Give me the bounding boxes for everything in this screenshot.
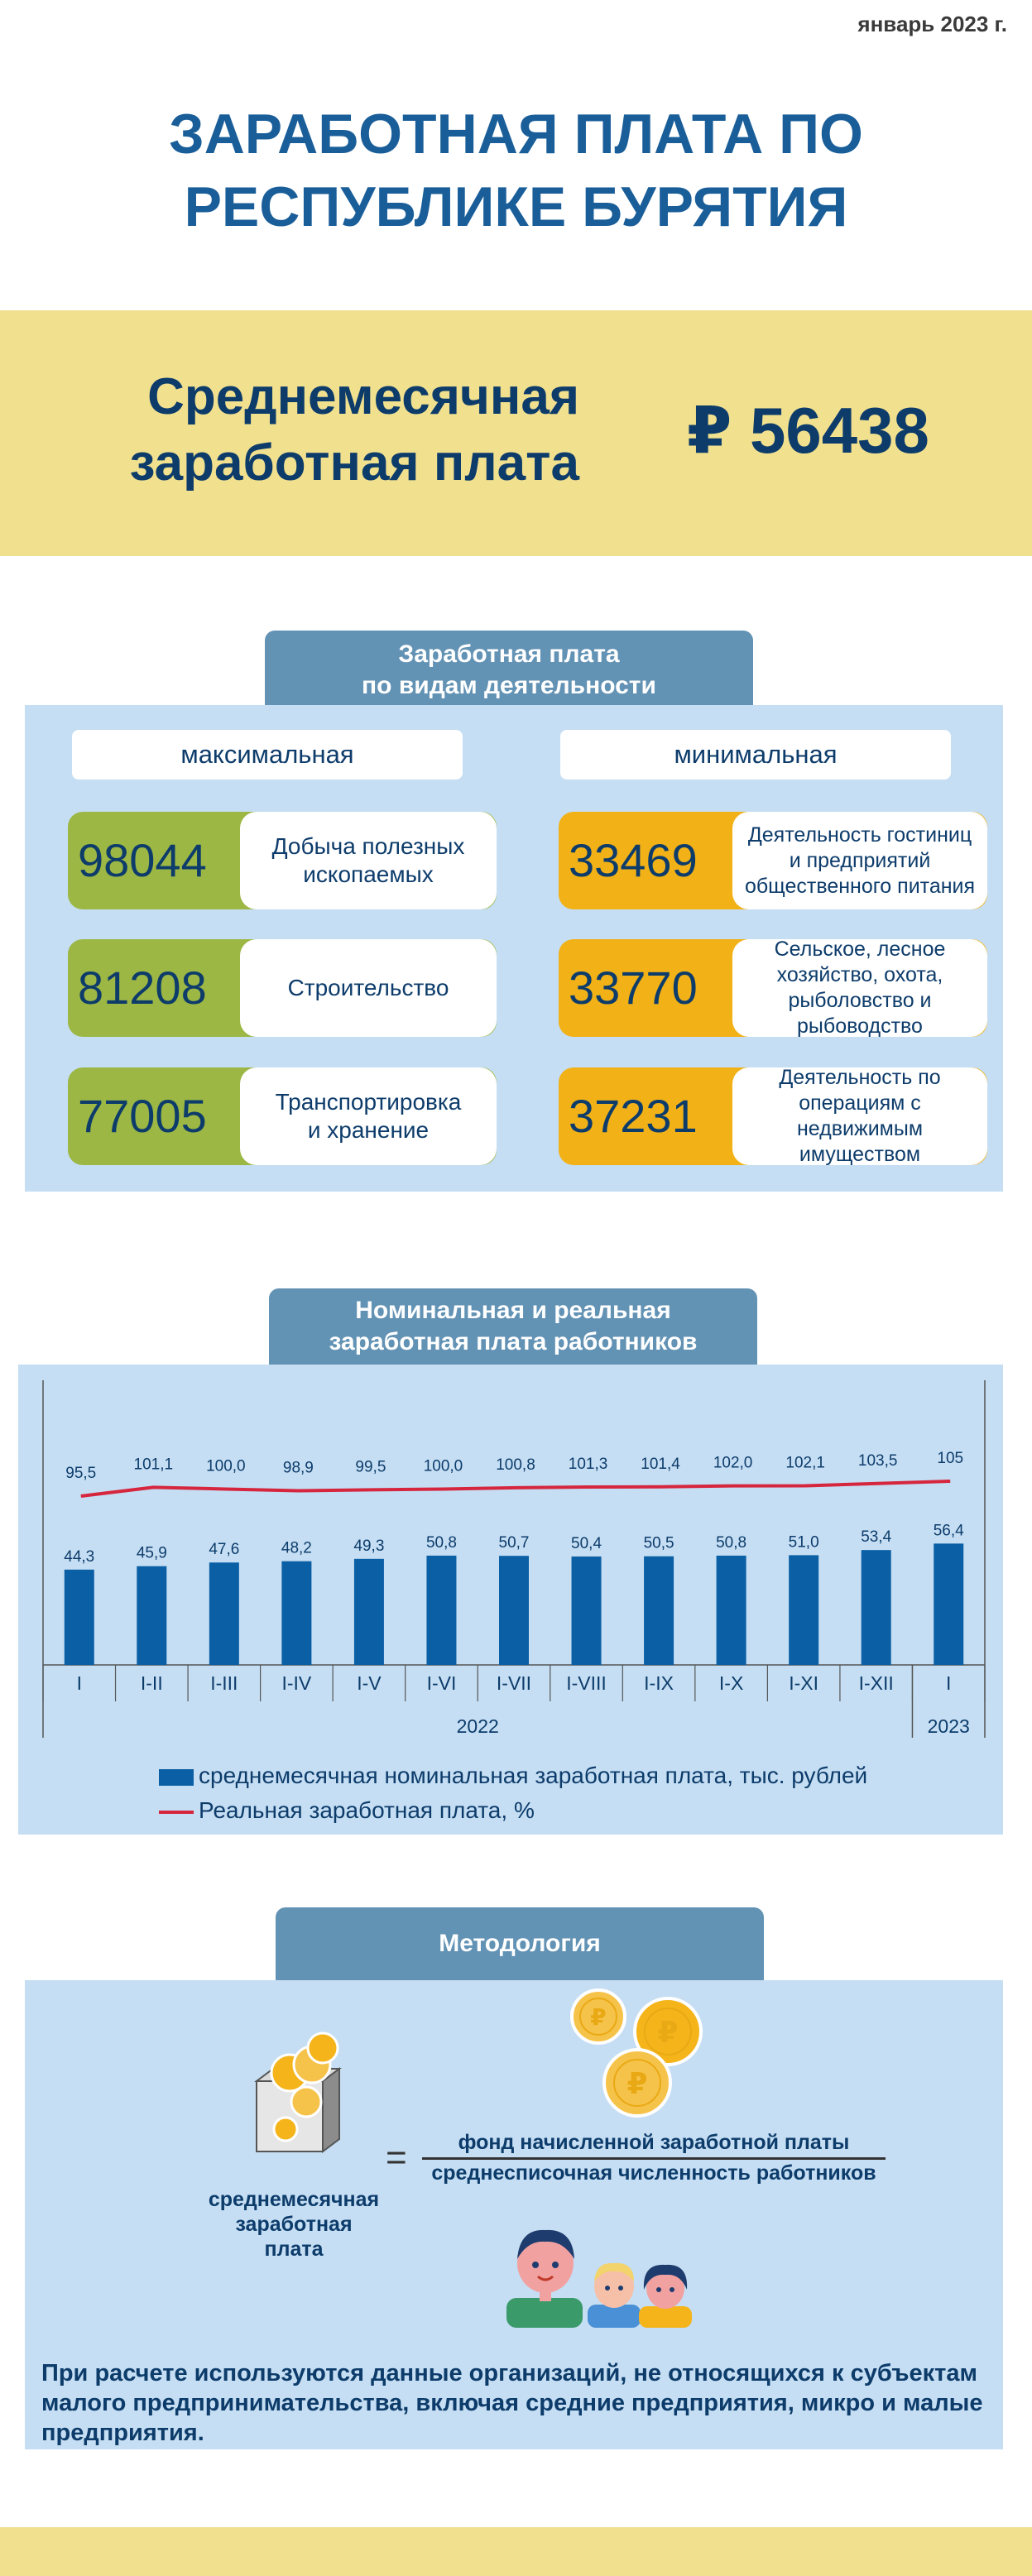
bar-nominal <box>572 1557 602 1665</box>
activities-tab: Заработная плата по видам деятельности <box>265 631 753 705</box>
min-activity-label: Деятельность гостиниц и предприятий общественного питания <box>732 812 987 909</box>
year-label: 2022 <box>456 1715 499 1737</box>
line-label: 95,5 <box>65 1465 97 1482</box>
x-tick-label: I-III <box>210 1672 238 1694</box>
line-label: 101,4 <box>641 1455 680 1473</box>
min-salary-heading: минимальная <box>560 730 951 780</box>
max-activity-value: 81208 <box>78 962 207 1014</box>
line-label: 101,3 <box>568 1455 608 1473</box>
line-label: 105 <box>937 1449 964 1467</box>
formula-denominator: среднесписочная численность работников <box>431 2161 876 2185</box>
min-activity-label: Сельское, лесное хозяйство, охота, рыболовство и рыбоводство <box>732 939 987 1037</box>
average-salary-label: Среднемесячная заработная плата <box>129 368 579 492</box>
line-label: 98,9 <box>282 1459 314 1477</box>
max-salary-heading: максимальная <box>72 730 463 780</box>
svg-text:₽: ₽ <box>626 2067 648 2101</box>
max-activity-label: Добыча полезных ископаемых <box>240 812 497 909</box>
bar-label: 48,2 <box>281 1539 312 1557</box>
bar-nominal <box>354 1559 384 1665</box>
x-tick-label: I <box>76 1672 82 1694</box>
x-tick-label: I-VI <box>426 1672 457 1694</box>
formula-numerator: фонд начисленной заработной платы <box>458 2131 850 2154</box>
bar-nominal <box>789 1555 818 1665</box>
line-label: 102,0 <box>713 1454 753 1472</box>
max-activity-value: 77005 <box>78 1090 207 1142</box>
methodology-note: При расчете используются данные организаций, не относящихся к субъектам малого предпринимательства, включая средние предприятия, микро и малые предприятия. <box>41 2360 983 2446</box>
x-tick-label: I-II <box>140 1672 163 1694</box>
x-tick-label: I <box>946 1672 952 1694</box>
bar-label: 44,3 <box>64 1547 95 1566</box>
bar-nominal <box>65 1570 94 1665</box>
real-wage-line <box>81 1481 950 1496</box>
line-label: 102,1 <box>785 1454 825 1472</box>
min-activity-value: 33469 <box>569 834 698 886</box>
bar-nominal <box>426 1556 456 1665</box>
line-label: 100,0 <box>423 1457 463 1475</box>
bar-label: 47,6 <box>209 1541 240 1559</box>
line-label: 100,8 <box>496 1456 535 1474</box>
legend-nominal-label: среднемесячная номинальная заработная плата, тыс. рублей <box>199 1763 868 1788</box>
formula-left-label: среднемесячная заработная плата <box>208 2188 380 2261</box>
svg-text:₽: ₽ <box>590 2003 607 2031</box>
bar-nominal <box>499 1556 529 1665</box>
legend-real <box>159 1797 535 1824</box>
bar-label: 50,8 <box>425 1533 457 1552</box>
x-tick-label: I-IX <box>644 1672 674 1694</box>
report-date: январь 2023 г. <box>857 12 1007 36</box>
max-activity-label: Строительство <box>240 939 497 1037</box>
line-label: 99,5 <box>355 1458 386 1476</box>
min-activity-value: 33770 <box>569 962 698 1014</box>
bar-label: 50,8 <box>716 1533 747 1552</box>
x-tick-label: I-VIII <box>566 1672 607 1694</box>
legend-nominal <box>159 1763 867 1789</box>
line-label: 103,5 <box>857 1451 898 1470</box>
money-box-icon <box>244 2032 360 2164</box>
formula-equals: = <box>386 2137 407 2178</box>
x-tick-label: I-XI <box>789 1672 819 1694</box>
workers-icon <box>505 2222 695 2329</box>
bar-nominal <box>209 1562 239 1665</box>
bar-nominal <box>862 1550 891 1665</box>
min-activity-label: Деятельность по операциям с недвижимым имуществом <box>732 1067 987 1165</box>
legend-line-swatch-icon <box>159 1811 194 1814</box>
bar-label: 53,4 <box>861 1528 892 1547</box>
methodology-tab: Методология <box>276 1907 764 1980</box>
average-salary-value: ₽ 56438 <box>687 394 929 467</box>
bar-nominal <box>137 1566 166 1665</box>
bar-label: 56,4 <box>933 1522 964 1540</box>
x-tick-label: I-XII <box>858 1672 894 1694</box>
bar-label: 45,9 <box>136 1544 167 1562</box>
bar-label: 50,4 <box>571 1534 602 1552</box>
max-activity-label: Транспортировка и хранение <box>240 1067 497 1165</box>
bar-label: 49,3 <box>353 1537 385 1555</box>
bar-nominal <box>281 1561 311 1665</box>
chart-tab: Номинальная и реальная заработная плата работников <box>269 1288 757 1365</box>
line-label: 100,0 <box>206 1457 246 1475</box>
bar-nominal <box>717 1556 746 1665</box>
legend-bar-swatch-icon <box>159 1769 194 1786</box>
x-tick-label: I-V <box>357 1672 382 1694</box>
max-activity-value: 98044 <box>78 834 207 886</box>
page-title: ЗАРАБОТНАЯ ПЛАТА ПО РЕСПУБЛИКЕ БУРЯТИЯ <box>169 103 863 238</box>
bar-label: 50,5 <box>643 1534 674 1552</box>
min-activity-value: 37231 <box>569 1090 698 1142</box>
line-label: 101,1 <box>133 1456 174 1474</box>
footer-bar <box>0 2527 1032 2576</box>
x-tick-label: I-IV <box>281 1672 312 1694</box>
bar-nominal <box>934 1543 963 1665</box>
bar-label: 50,7 <box>498 1534 530 1552</box>
bar-label: 51,0 <box>788 1533 819 1552</box>
legend-real-label: Реальная заработная плата, % <box>199 1797 535 1823</box>
formula-fraction-line <box>422 2157 886 2160</box>
svg-text:₽: ₽ <box>657 2016 679 2050</box>
bar-nominal <box>644 1557 674 1665</box>
x-tick-label: I-VII <box>496 1672 532 1694</box>
year-label: 2023 <box>927 1715 970 1737</box>
ruble-coins-icon <box>567 1982 712 2118</box>
x-tick-label: I-X <box>718 1672 744 1694</box>
